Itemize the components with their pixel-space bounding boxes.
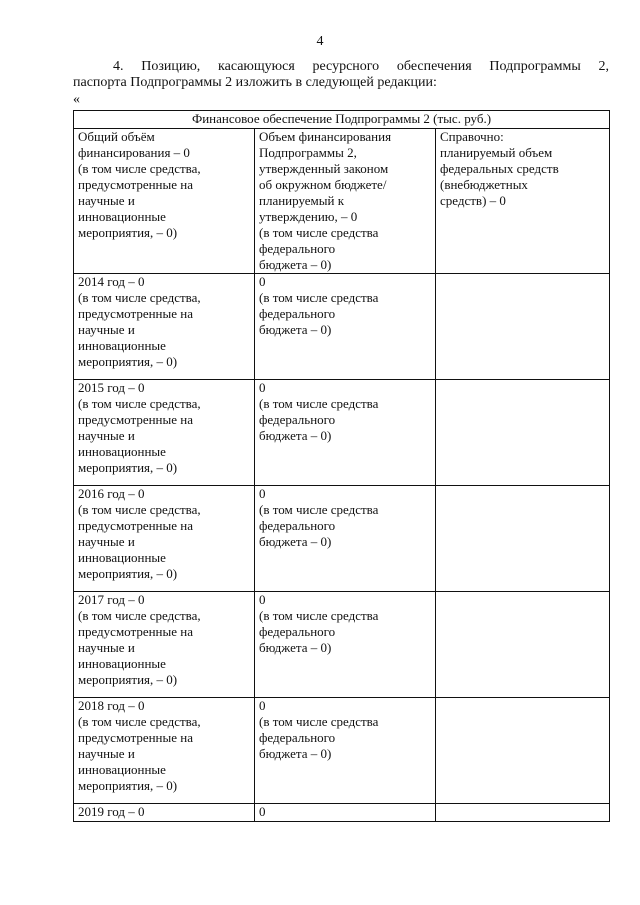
table-cell-col3 [436, 698, 610, 804]
table-row [74, 592, 610, 698]
cell-text-line: (в том числе средства, [78, 608, 201, 623]
column-header-total [74, 129, 255, 274]
cell-text-line: предусмотренные на [78, 518, 194, 533]
cell-text-line: инновационные [78, 338, 166, 353]
cell-text-line: бюджета – 0) [259, 746, 332, 761]
cell-text-line: утвержденный законом [259, 161, 389, 176]
intro-line-1: 4. Позицию, касающуюся ресурсного обеспечения Подпрограммы 2, [113, 59, 609, 74]
cell-text-line: бюджета – 0) [259, 322, 332, 337]
cell-text-line: бюджета – 0) [259, 428, 332, 443]
cell-text-line: утверждению, – 0 [259, 209, 358, 224]
table-cell-col1 [74, 592, 255, 698]
cell-text-line: бюджета – 0) [259, 257, 332, 272]
table-cell-col3 [436, 592, 610, 698]
cell-text-line: (в том числе средства [259, 225, 379, 240]
cell-text-line: Подпрограммы 2, [259, 145, 357, 160]
cell-text-line: (в том числе средства, [78, 396, 201, 411]
cell-text-line: (в том числе средства, [78, 502, 201, 517]
table-cell-col2 [255, 592, 436, 698]
cell-text-line: (в том числе средства, [78, 714, 201, 729]
cell-text-line: 0 [259, 592, 266, 607]
cell-text-line: бюджета – 0) [259, 640, 332, 655]
table-cell-col2 [255, 380, 436, 486]
cell-text-line: мероприятия, – 0) [78, 460, 178, 475]
cell-text-line: федерального [259, 624, 336, 639]
cell-text-line: научные и [78, 428, 135, 443]
intro-line-2: паспорта Подпрограммы 2 изложить в следующей редакции: [73, 75, 437, 90]
cell-text-line: (в том числе средства [259, 714, 379, 729]
cell-text-line: средств) – 0 [440, 193, 506, 208]
cell-text-line: (в том числе средства, [78, 161, 201, 176]
cell-text-line: федерального [259, 412, 336, 427]
cell-text-line: научные и [78, 193, 135, 208]
cell-text-line: 2015 год – 0 [78, 380, 145, 395]
cell-text-line: 2017 год – 0 [78, 592, 145, 607]
cell-text-line: 0 [259, 274, 266, 289]
table-title: Финансовое обеспечение Подпрограммы 2 (тыс. руб.) [74, 111, 610, 129]
table-row [74, 804, 610, 822]
table-row [74, 380, 610, 486]
cell-text-line: мероприятия, – 0) [78, 778, 178, 793]
cell-text-line: мероприятия, – 0) [78, 225, 178, 240]
table-header-row [74, 111, 610, 129]
cell-text-line: инновационные [78, 209, 166, 224]
page-number: 4 [316, 34, 324, 49]
table-cell-col3 [436, 804, 610, 822]
cell-text-line: бюджета – 0) [259, 534, 332, 549]
cell-text-line: предусмотренные на [78, 624, 194, 639]
cell-text-line: предусмотренные на [78, 412, 194, 427]
cell-text-line: мероприятия, – 0) [78, 354, 178, 369]
cell-text-line: (внебюджетных [440, 177, 528, 192]
cell-text-line: финансирования – 0 [78, 145, 190, 160]
cell-text-line: (в том числе средства, [78, 290, 201, 305]
table-cell-col1 [74, 804, 255, 822]
table-cell-col1 [74, 380, 255, 486]
table-cell-col3 [436, 380, 610, 486]
cell-text-line: научные и [78, 322, 135, 337]
cell-text-line: планируемый объем [440, 145, 553, 160]
opening-quote-mark: « [73, 92, 80, 107]
cell-text-line: мероприятия, – 0) [78, 672, 178, 687]
cell-text-line: федеральных средств [440, 161, 559, 176]
cell-text-line: 0 [259, 698, 266, 713]
cell-text-line: (в том числе средства [259, 290, 379, 305]
cell-text-line: (в том числе средства [259, 608, 379, 623]
cell-text-line: (в том числе средства [259, 396, 379, 411]
cell-text-line: федерального [259, 241, 336, 256]
cell-text-line: 0 [259, 380, 266, 395]
cell-text-line: об окружном бюджете/ [259, 177, 387, 192]
cell-text-line: федерального [259, 306, 336, 321]
table-cell-col3 [436, 274, 610, 380]
table-cell-col2 [255, 698, 436, 804]
cell-text-line: планируемый к [259, 193, 345, 208]
cell-text-line: предусмотренные на [78, 730, 194, 745]
table-cell-col2 [255, 804, 436, 822]
cell-text-line: Справочно: [440, 129, 504, 144]
cell-text-line: инновационные [78, 762, 166, 777]
cell-text-line: научные и [78, 640, 135, 655]
table-cell-col1 [74, 274, 255, 380]
table-cell-col1 [74, 698, 255, 804]
cell-text-line: 2018 год – 0 [78, 698, 145, 713]
table-cell-col1 [74, 486, 255, 592]
cell-text-line: предусмотренные на [78, 306, 194, 321]
column-header-reference [436, 129, 610, 274]
cell-text-line: мероприятия, – 0) [78, 566, 178, 581]
cell-text-line: предусмотренные на [78, 177, 194, 192]
cell-text-line: 2019 год – 0 [78, 804, 145, 819]
table-row [74, 698, 610, 804]
cell-text-line: 2016 год – 0 [78, 486, 145, 501]
cell-text-line: инновационные [78, 550, 166, 565]
cell-text-line: (в том числе средства [259, 502, 379, 517]
cell-text-line: 0 [259, 486, 266, 501]
cell-text-line: Объем финансирования [259, 129, 392, 144]
intro-paragraph [73, 59, 609, 91]
cell-text-line: 2014 год – 0 [78, 274, 145, 289]
cell-text-line: научные и [78, 534, 135, 549]
cell-text-line: Общий объём [78, 129, 155, 144]
cell-text-line: 0 [259, 804, 266, 819]
table-row [74, 274, 610, 380]
table-cell-col2 [255, 274, 436, 380]
financing-table [73, 110, 610, 822]
cell-text-line: научные и [78, 746, 135, 761]
column-header-row [74, 129, 610, 274]
cell-text-line: инновационные [78, 444, 166, 459]
table-row [74, 486, 610, 592]
cell-text-line: федерального [259, 518, 336, 533]
table-cell-col3 [436, 486, 610, 592]
cell-text-line: инновационные [78, 656, 166, 671]
table-cell-col2 [255, 486, 436, 592]
column-header-budget [255, 129, 436, 274]
cell-text-line: федерального [259, 730, 336, 745]
